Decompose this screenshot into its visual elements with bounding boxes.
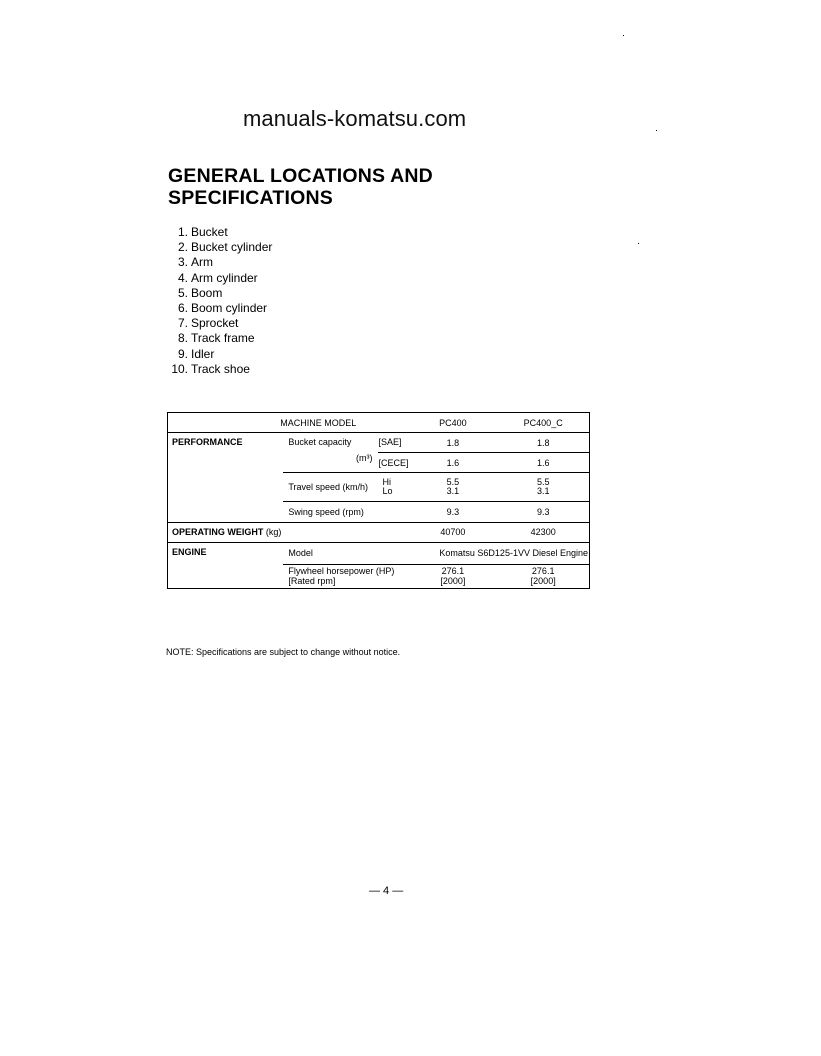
item-number: 7.: [177, 316, 188, 331]
model-header-pc400c: PC400_C: [497, 413, 589, 433]
item-label: Boom cylinder: [191, 301, 268, 316]
weight-pc400c: 42300: [497, 522, 589, 542]
list-item: [166, 271, 272, 286]
swing-speed-label: Swing speed (rpm): [283, 502, 408, 522]
bucket-sae-pc400c: 1.8: [536, 437, 550, 448]
flywheel-hp-label: [283, 564, 408, 588]
list-item: [166, 331, 272, 346]
page-title-line-1: GENERAL LOCATIONS AND: [168, 165, 433, 187]
item-label: Arm: [191, 255, 213, 270]
swing-pc400c: 9.3: [497, 502, 589, 522]
travel-pc400: [408, 473, 497, 502]
item-number: 1.: [177, 225, 188, 239]
item-number: 8.: [177, 331, 188, 346]
list-item: [166, 286, 272, 301]
hi-label: Hi: [382, 477, 391, 487]
section-performance: PERFORMANCE: [172, 437, 243, 447]
swing-pc400: 9.3: [408, 502, 497, 522]
item-number: 6.: [177, 301, 188, 316]
page-title: [168, 165, 433, 209]
note-text: NOTE: Specifications are subject to change without notice.: [166, 647, 401, 657]
engine-model-value: Komatsu S6D125-1VV Diesel Engine: [408, 542, 589, 564]
item-label: Track frame: [191, 331, 255, 346]
item-number: 5.: [177, 285, 188, 300]
rated-rpm-text: [Rated rpm]: [288, 576, 336, 586]
item-label: Arm cylinder: [191, 270, 258, 285]
travel-pc400c: [497, 473, 589, 502]
hp-pc400: [408, 564, 497, 588]
scan-noise: [623, 35, 624, 36]
bucket-capacity-label: Bucket capacity: [288, 437, 352, 447]
travel-hi-lo-labels: [378, 473, 408, 502]
weight-pc400: 40700: [408, 522, 497, 542]
hp-value-pc400c: 276.1: [531, 566, 555, 576]
item-number: 9.: [177, 346, 188, 361]
table-row: [168, 522, 590, 542]
table-row: [168, 433, 590, 453]
rpm-value-pc400c: [2000]: [530, 576, 556, 586]
item-label: Idler: [191, 346, 215, 361]
list-item: [166, 316, 272, 331]
scan-noise: [656, 130, 657, 131]
page-number: — 4 —: [369, 885, 404, 897]
operating-weight-label: OPERATING WEIGHT: [172, 527, 264, 537]
table-row: [168, 542, 590, 564]
empty-cell: [283, 522, 408, 542]
engine-model-label: Model: [283, 542, 408, 564]
item-label: Sprocket: [191, 316, 239, 331]
page-title-line-2: SPECIFICATIONS: [168, 187, 333, 209]
bucket-cece-pc400: 1.6: [408, 453, 497, 473]
lo-label: Lo: [382, 486, 393, 496]
list-item: [166, 255, 272, 270]
bucket-sae-pc400: 1.8: [446, 437, 460, 448]
rpm-value-pc400: [2000]: [440, 576, 466, 586]
list-item: [166, 301, 272, 316]
machine-model-header: MACHINE MODEL: [168, 413, 409, 433]
hp-pc400c: [497, 564, 589, 588]
item-label: Bucket cylinder: [191, 240, 273, 255]
model-header-pc400: PC400: [408, 413, 497, 433]
item-number: 2.: [177, 240, 188, 255]
scan-noise: [638, 243, 639, 244]
travel-hi-pc400: 5.5: [446, 477, 460, 487]
section-engine: ENGINE: [168, 542, 284, 588]
specifications-table: [167, 412, 590, 589]
travel-lo-pc400c: 3.1: [536, 486, 550, 496]
watermark-text: manuals-komatsu.com: [243, 106, 467, 131]
parts-list: [166, 225, 272, 377]
list-item: [166, 362, 272, 377]
list-item: [166, 225, 272, 240]
item-label: Boom: [191, 285, 223, 300]
travel-lo-pc400: 3.1: [446, 486, 460, 496]
item-number: 4.: [177, 270, 188, 285]
travel-speed-label: Travel speed (km/h): [283, 473, 378, 502]
bucket-cece-pc400c: 1.6: [497, 453, 589, 473]
item-label: Bucket: [191, 225, 228, 239]
operating-weight-unit: (kg): [265, 527, 282, 537]
sae-label: [SAE]: [378, 433, 408, 453]
item-number: 10.: [171, 361, 188, 376]
table-header-row: [168, 413, 590, 433]
list-item: [166, 240, 272, 255]
cece-label: [CECE]: [378, 457, 409, 468]
hp-value-pc400: 276.1: [441, 566, 465, 576]
item-label: Track shoe: [191, 361, 250, 376]
item-number: 3.: [177, 255, 188, 270]
travel-hi-pc400c: 5.5: [536, 477, 550, 487]
bucket-capacity-unit: (m³): [355, 452, 373, 463]
flywheel-hp-text: Flywheel horsepower (HP): [288, 566, 395, 576]
list-item: [166, 347, 272, 362]
section-operating-weight: [168, 522, 284, 542]
